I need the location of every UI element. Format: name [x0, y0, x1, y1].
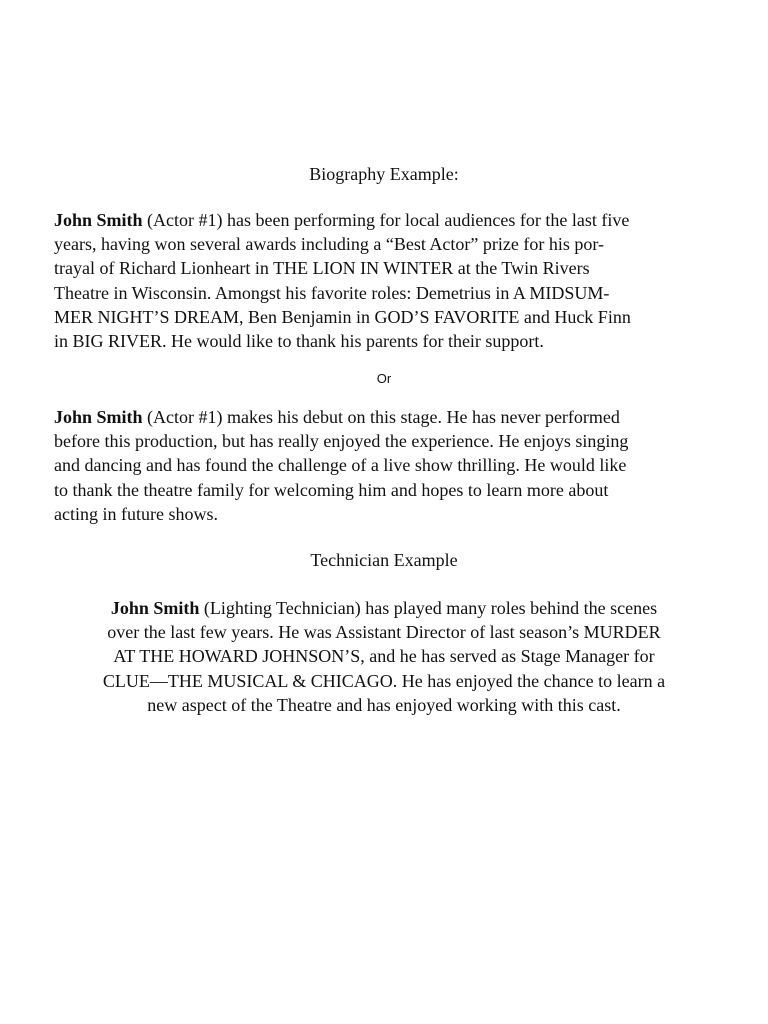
paragraph-line: years, having won several awards including a “Best Actor” prize for his por- — [54, 234, 604, 255]
paragraph-line: new aspect of the Theatre and has enjoyed working with this cast. — [147, 694, 621, 715]
paragraph-line: in BIG RIVER. He would like to thank his parents for their support. — [54, 331, 544, 352]
paragraph-line: trayal of Richard Lionheart in THE LION IN WINTER at the Twin Rivers — [54, 258, 590, 279]
paragraph-text: (Actor #1) makes his debut on this stage. He has never performed — [142, 407, 620, 427]
technician-paragraph — [0, 596, 768, 717]
paragraph-line: over the last few years. He was Assistant Director of last season’s MURDER — [107, 622, 661, 643]
paragraph-line: to thank the theatre family for welcoming him and hopes to learn more about — [54, 479, 609, 500]
paragraph-line: before this production, but has really enjoyed the experience. He enjoys singing — [54, 431, 629, 452]
paragraph-line: Theatre in Wisconsin. Amongst his favorite roles: Demetrius in A MIDSUM- — [54, 282, 610, 303]
paragraph-line: acting in future shows. — [54, 503, 218, 524]
biography-paragraph-2 — [54, 405, 714, 526]
paragraph-line: and dancing and has found the challenge of a live show thrilling. He would like — [54, 455, 627, 476]
person-name: John Smith — [54, 210, 143, 230]
paragraph-line: MER NIGHT’S DREAM, Ben Benjamin in GOD’S FAVORITE and Huck Finn — [54, 306, 631, 327]
or-separator: Or — [376, 371, 392, 386]
biography-paragraph-1 — [54, 208, 714, 353]
paragraph-line — [0, 596, 768, 620]
paragraph-text: (Lighting Technician) has played many roles behind the scenes — [199, 598, 658, 618]
person-name: John Smith — [110, 598, 200, 618]
technician-heading: Technician Example — [310, 550, 458, 570]
paragraph-line: AT THE HOWARD JOHNSON’S, and he has served as Stage Manager for — [113, 646, 655, 667]
paragraph-text: (Actor #1) has been performing for local audiences for the last five — [142, 210, 630, 230]
person-name: John Smith — [54, 407, 143, 427]
paragraph-line — [54, 208, 714, 232]
paragraph-line: CLUE—THE MUSICAL & CHICAGO. He has enjoyed the chance to learn a — [102, 670, 666, 691]
page-title: Biography Example: — [309, 164, 459, 184]
paragraph-line — [54, 405, 714, 429]
